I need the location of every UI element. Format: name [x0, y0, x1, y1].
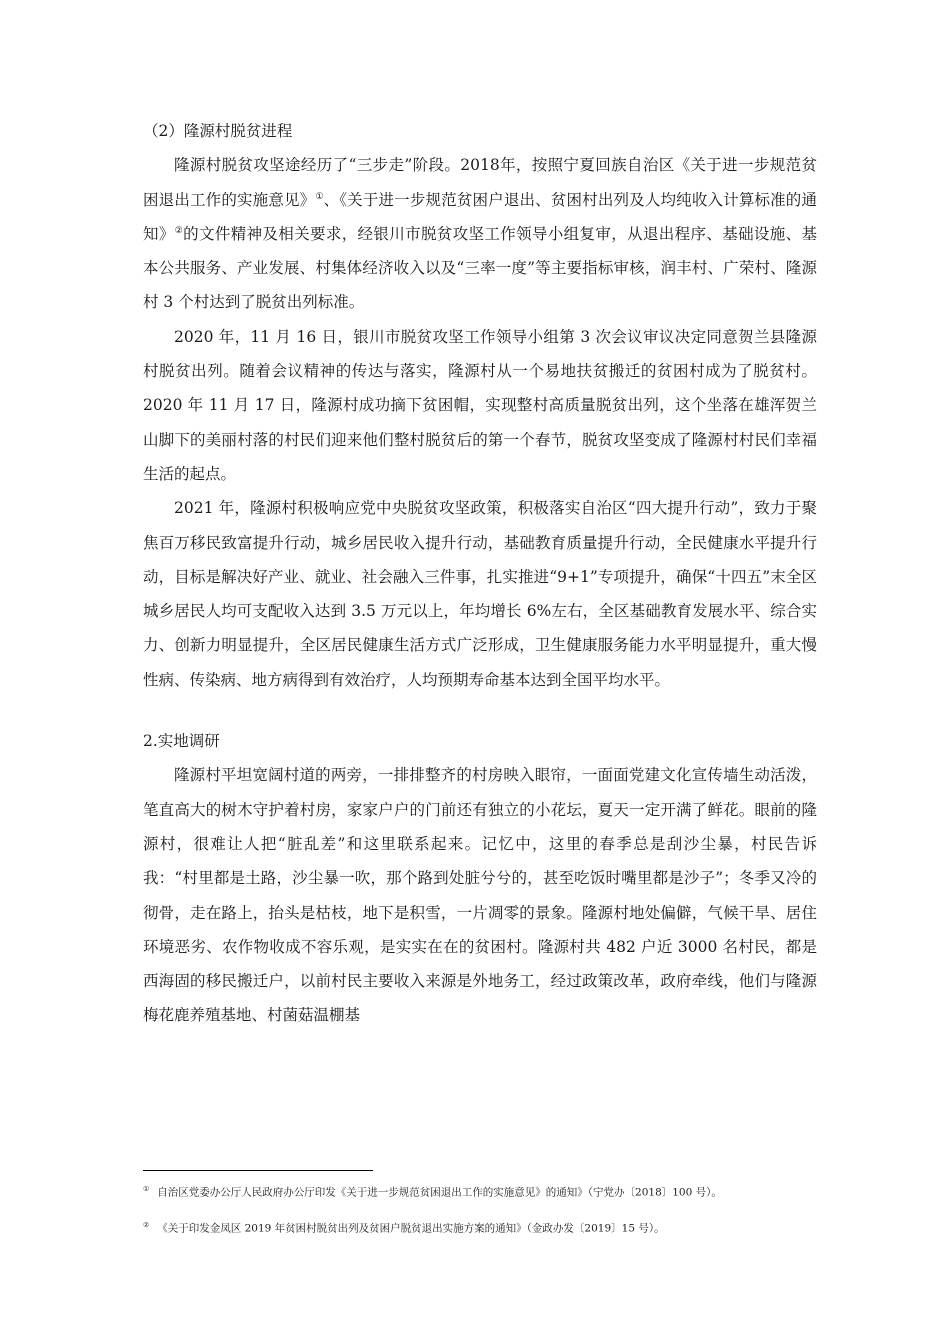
- footnote-1: [143, 1180, 843, 1202]
- footnote-mark: ①: [143, 1185, 150, 1193]
- footnotes: [143, 1180, 843, 1251]
- paragraph-progress-steps: [143, 148, 817, 319]
- footnote-text: 自治区党委办公厅人民政府办公厅印发《关于进一步规范贫困退出工作的实施意见》的通知》（宁党办〔2018〕100 号）。: [157, 1186, 722, 1199]
- paragraph-2020-exit: 2020 年，11 月 16 日，银川市脱贫攻坚工作领导小组第 3 次会议审议决定同意贺兰县隆源村脱贫出列。随着会议精神的传达与落实，隆源村从一个易地扶贫搬迁的贫困村成为了脱贫村。2020 年 11 月 17 日，隆源村成功摘下贫困帽，实现整村高质量脱贫出列，这个坐落在雄浑贺兰山脚下的美丽村落的村民们迎来他们整村脱贫后的第一个春节，脱贫攻坚变成了隆源村村民们幸福生活的起点。: [143, 327, 817, 483]
- paragraph-field-research: 隆源村平坦宽阔村道的两旁，一排排整齐的村房映入眼帘，一面面党建文化宣传墙生动活泼，笔直高大的树木守护着村房，家家户户的门前还有独立的小花坛，夏天一定开满了鲜花。眼前的隆源村，很难让人把“脏乱差”和这里联系起来。记忆中，这里的春季总是刮沙尘暴，村民告诉我：“村里都是土路，沙尘暴一吹，那个路到处脏兮兮的，甚至吃饭时嘴里都是沙子”；冬季又冷的彻骨，走在路上，抬头是枯枝，地下是积雪，一片凋零的景象。隆源村地处偏僻，气候干旱、居住环境恶劣、农作物收成不容乐观，是实实在在的贫困村。隆源村共 482 户近 3000 名村民，都是西海固的移民搬迁户，以前村民主要收入来源是外地务工，经过政策改革，政府牵线，他们与隆源梅花鹿养殖基地、村菌菇温棚基: [143, 766, 817, 1025]
- footnote-ref-1[interactable]: ①: [315, 191, 324, 202]
- section-heading: 2.实地调研: [143, 732, 220, 751]
- subsection-heading: （2）隆源村脱贫进程: [143, 122, 293, 140]
- footnote-separator: [143, 1170, 373, 1171]
- body-text: [143, 114, 817, 1033]
- paragraph-2021-policy: 2021 年，隆源村积极响应党中央脱贫攻坚政策，积极落实自治区“四大提升行动”，致力于聚焦百万移民致富提升行动，城乡居民收入提升行动，基础教育质量提升行动，全民健康水平提升行动，目标是解决好产业、就业、社会融入三件事，扎实推进“9+1”专项提升，确保“十四五”末全区城乡居民人均可支配收入达到 3.5 万元以上，年均增长 6%左右，全区基础教育发展水平、综合实力、创新力明显提升，全区居民健康生活方式广泛形成，卫生健康服务能力水平明显提升，重大慢性病、传染病、地方病得到有效治疗，人均预期寿命基本达到全国平均水平。: [143, 499, 817, 689]
- paragraph-text: 隆源村脱贫攻坚途经历了“三步走”阶段。2018年，按照宁夏回族自治区《关于进一步规范贫困退出工作的实施意见》: [143, 156, 817, 209]
- footnote-2: [143, 1216, 843, 1238]
- footnote-text: 《关于印发金凤区 2019 年贫困村脱贫出列及贫困户脱贫退出实施方案的通知》（金政办发〔2019〕15 号）。: [157, 1222, 665, 1234]
- paragraph-text: 的文件精神及相关要求，经银川市脱贫攻坚工作领导小组复审，从退出程序、基础设施、基本公共服务、产业发展、村集体经济收入以及“三率一度”等主要指标审核，润丰村、广荣村、隆源村 3 个村达到了脱贫出列标准。: [143, 224, 817, 312]
- footnote-mark: ②: [143, 1220, 150, 1229]
- paragraph-text: 、《关于进一步规范贫困户退出、贫困村出列及人均纯收入计算标准的通知》: [143, 190, 817, 243]
- footnote-ref-2[interactable]: ②: [174, 225, 184, 236]
